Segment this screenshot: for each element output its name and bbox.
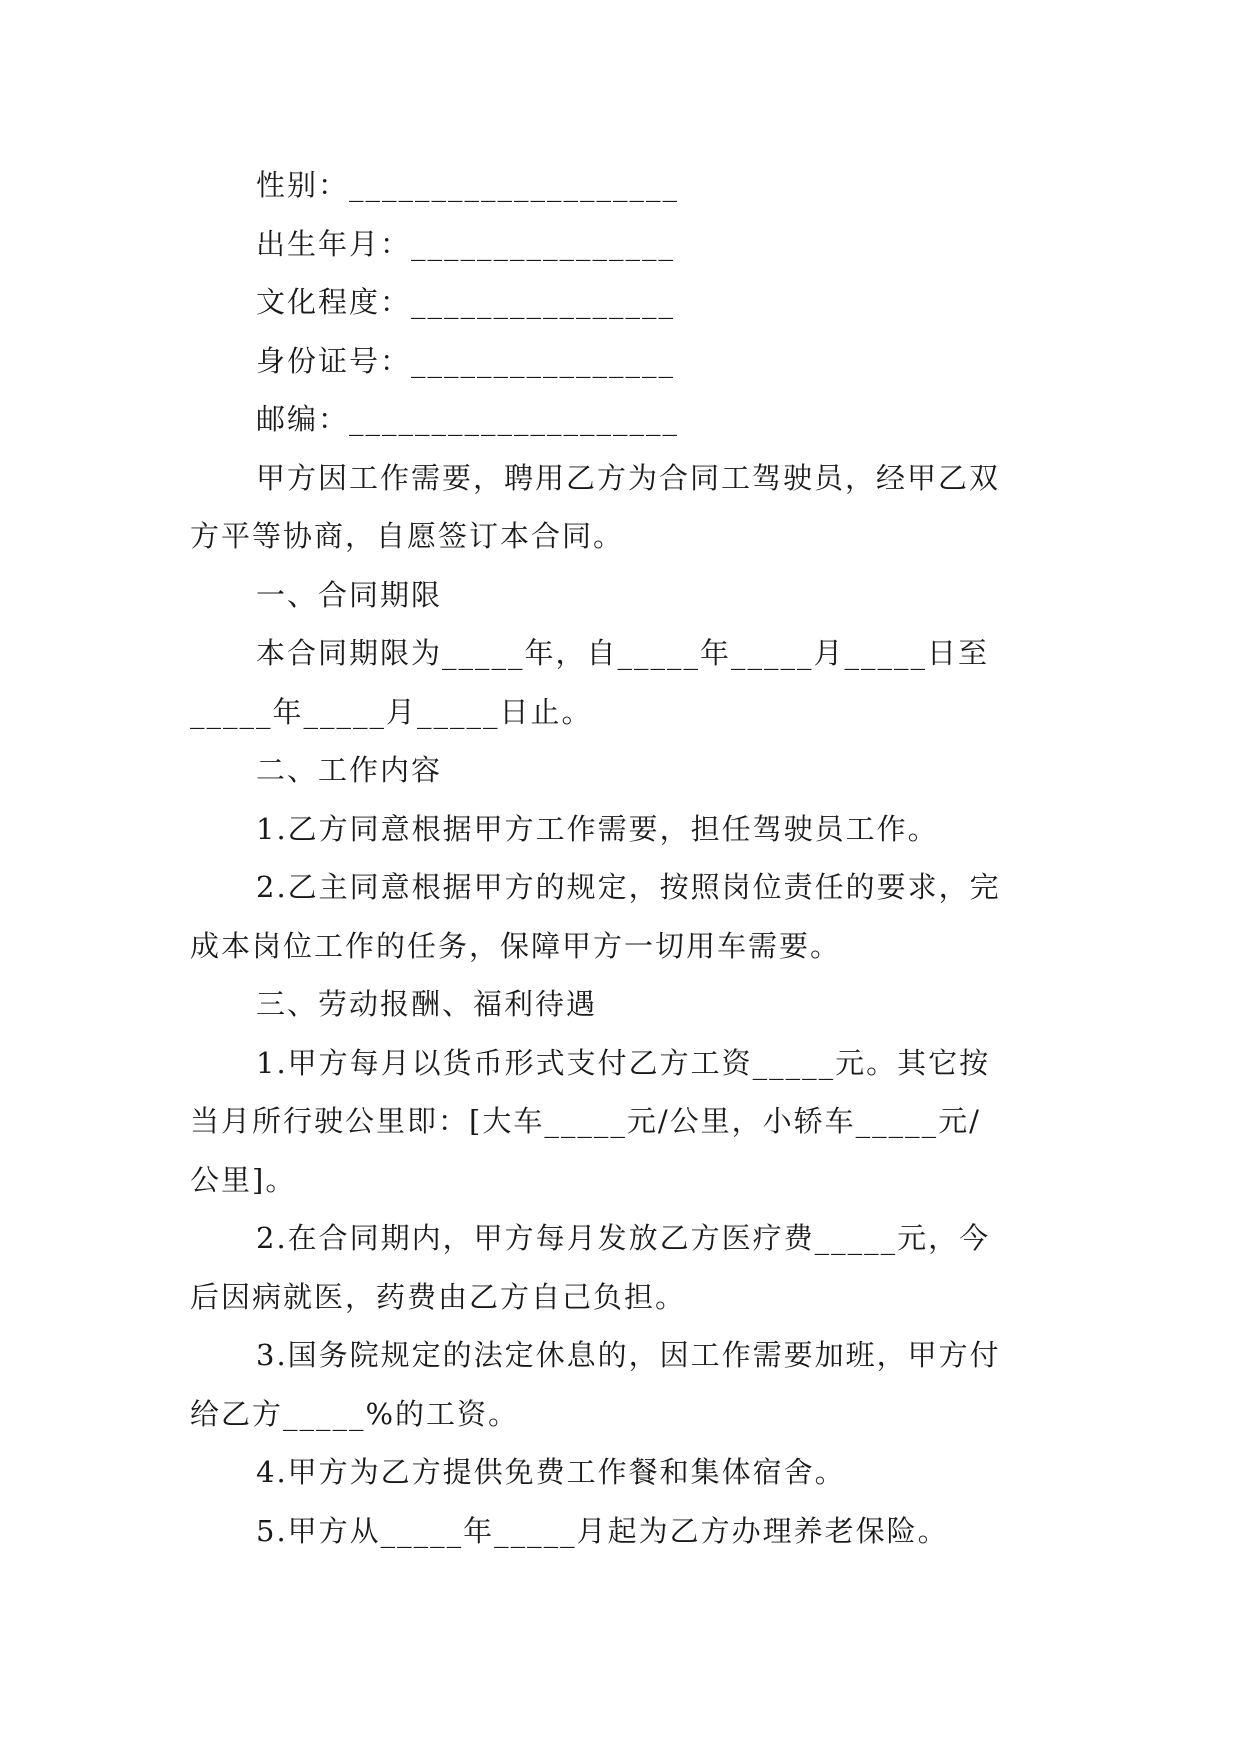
- section-2-heading: 二、工作内容: [256, 753, 443, 787]
- section-3-item-4: 4.甲方为乙方提供免费工作餐和集体宿舍。: [256, 1455, 846, 1489]
- id-number-field: 身份证号：________________: [256, 343, 676, 378]
- postcode-field: 邮编：____________________: [256, 402, 680, 436]
- section-3-item-3-line-1: 3.国务院规定的法定休息的，因工作需要加班，甲方付: [256, 1338, 1001, 1372]
- section-2-item-2-line-2: 成本岗位工作的任务，保障甲方一切用车需要。: [190, 928, 842, 963]
- section-1-line-1: 本合同期限为_____年，自_____年_____月_____日至: [256, 636, 990, 670]
- section-1-heading: 一、合同期限: [256, 577, 443, 612]
- section-1-line-2: _____年_____月_____日止。: [190, 694, 593, 729]
- section-2-item-1: 1.乙方同意根据甲方工作需要，担任驾驶员工作。: [256, 811, 939, 846]
- section-3-heading: 三、劳动报酬、福利待遇: [256, 987, 598, 1021]
- section-3-item-5: 5.甲方从_____年_____月起为乙方办理养老保险。: [256, 1513, 949, 1548]
- intro-line-2: 方平等协商，自愿签订本合同。: [190, 519, 625, 553]
- section-3-item-2-line-2: 后因病就医，药费由乙方自己负担。: [190, 1279, 687, 1314]
- birth-field: 出生年月：________________: [256, 226, 676, 261]
- section-3-item-3-line-2: 给乙方_____%的工资。: [190, 1396, 520, 1431]
- section-3-item-1-line-1: 1.甲方每月以货币形式支付乙方工资_____元。其它按: [256, 1045, 991, 1080]
- education-field: 文化程度：________________: [256, 285, 676, 319]
- gender-field: 性别：____________________: [256, 168, 680, 202]
- section-2-item-2-line-1: 2.乙主同意根据甲方的规定，按照岗位责任的要求，完: [256, 870, 1001, 904]
- section-3-item-2-line-1: 2.在合同期内，甲方每月发放乙方医疗费_____元，今: [256, 1221, 991, 1255]
- intro-line-1: 甲方因工作需要，聘用乙方为合同工驾驶员，经甲乙双: [256, 460, 1001, 495]
- section-3-item-1-line-2: 当月所行驶公里即：[大车_____元/公里，小轿车_____元/: [190, 1104, 981, 1138]
- section-3-item-1-line-3: 公里]。: [190, 1162, 297, 1197]
- contract-page: [190, 156, 1052, 1560]
